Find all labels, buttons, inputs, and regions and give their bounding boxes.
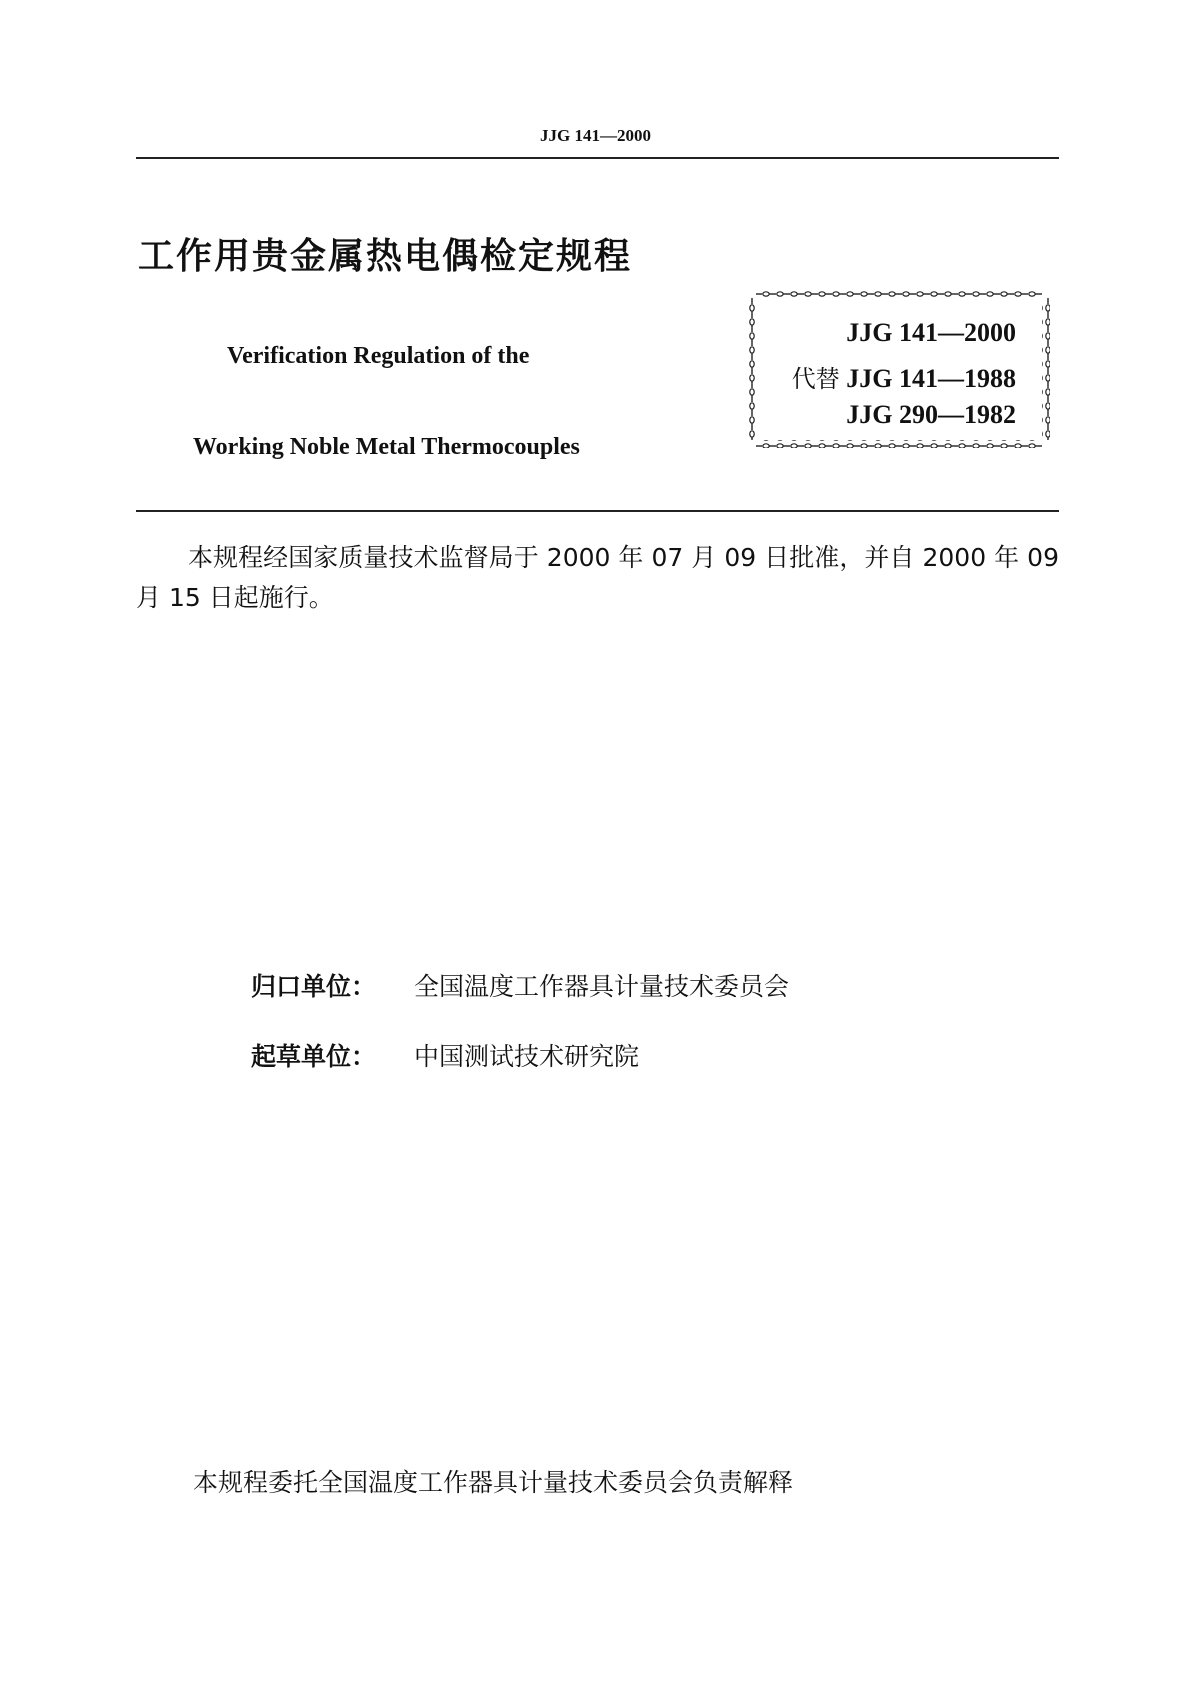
header-rule — [136, 157, 1059, 159]
english-title-line2: Working Noble Metal Thermocouples — [193, 434, 580, 460]
english-title-line1: Verification Regulation of the — [227, 343, 530, 369]
code-box — [748, 290, 1050, 448]
code-current: JJG 141—2000 — [846, 318, 1016, 347]
responsible-unit-row — [251, 967, 789, 1003]
drafting-unit-row — [251, 1037, 639, 1073]
responsible-unit-label: 归口单位： — [251, 972, 377, 1001]
code-replaces-1: JJG 141—1988 — [846, 364, 1016, 393]
replaces-prefix: 代替 — [791, 365, 840, 393]
drafting-unit-value: 中国测试技术研究院 — [413, 1042, 639, 1071]
drafting-unit-label: 起草单位： — [251, 1042, 377, 1071]
responsible-unit-value: 全国温度工作器具计量技术委员会 — [413, 972, 789, 1001]
code-replaces-line — [792, 359, 1016, 394]
chinese-title: 工作用贵金属热电偶检定规程 — [138, 236, 633, 277]
title-rule — [136, 510, 1059, 512]
running-header: JJG 141—2000 — [540, 126, 651, 145]
interpretation-note: 本规程委托全国温度工作器具计量技术委员会负责解释 — [193, 1468, 794, 1497]
code-replaces-2: JJG 290—1982 — [846, 400, 1016, 429]
approval-paragraph: 本规程经国家质量技术监督局于 2000 年 07 月 09 日批准，并自 2000 年 09 月 15 日起施行。 — [136, 543, 1059, 612]
